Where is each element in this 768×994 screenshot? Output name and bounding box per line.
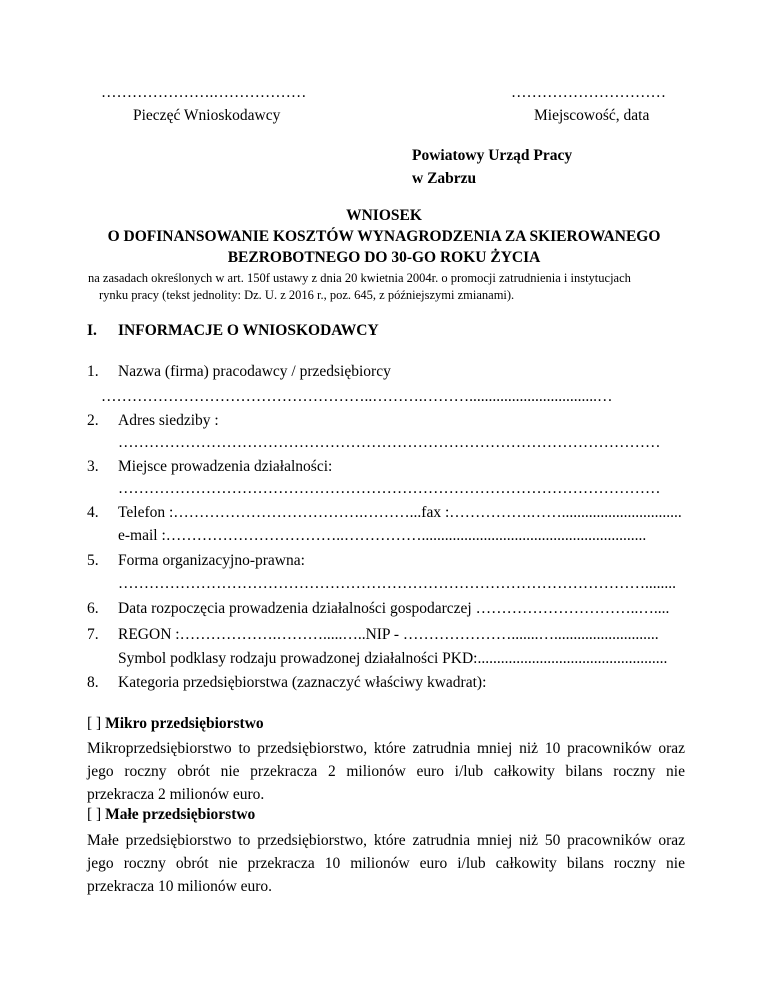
- regon-nip-line[interactable]: REGON :……………….……….....…..NIP - ………………….......…...........................: [118, 626, 659, 643]
- legal-basis-line-2: rynku pracy (tekst jednolity: Dz. U. z 2016 r., poz. 645, z późniejszymi zmianami).: [99, 288, 515, 302]
- micro-enterprise-heading[interactable]: [87, 715, 264, 733]
- micro-enterprise-description: Mikroprzedsiębiorstwo to przedsiębiorstwo, które zatrudnia mniej niż 10 pracowników oraz jego roczny obrót nie przekracza 2 milionów euro i/lub całkowity bilans roczny nie przekracza 2 milionów euro.: [87, 740, 685, 803]
- field-1-number: 1.: [87, 363, 99, 380]
- document-subtitle-1: O DOFINANSOWANIE KOSZTÓW WYNAGRODZENIA ZA SKIEROWANEGO: [107, 228, 661, 245]
- field-3-number: 3.: [87, 458, 99, 475]
- small-enterprise-checkbox[interactable]: [ ]: [87, 806, 102, 823]
- email-line[interactable]: e-mail :……………………………..……………..........................................................: [118, 527, 647, 544]
- field-2-input-line[interactable]: ……………………………………………………………………………………………: [118, 434, 661, 451]
- small-enterprise-title: Małe przedsiębiorstwo: [105, 806, 256, 823]
- field-2-number: 2.: [87, 412, 99, 429]
- stamp-label: Pieczęć Wnioskodawcy: [133, 107, 281, 124]
- field-5-input-line[interactable]: …………………………………………………………………………………………........: [118, 575, 676, 592]
- field-7-number: 7.: [87, 626, 99, 643]
- place-date-label: Miejscowość, data: [534, 107, 650, 124]
- field-6-number: 6.: [87, 600, 99, 617]
- field-4-number: 4.: [87, 504, 99, 521]
- field-1-label: Nazwa (firma) pracodawcy / przedsiębiorcy: [118, 363, 391, 380]
- recipient-line-2: w Zabrzu: [412, 170, 477, 187]
- section-number: I.: [87, 322, 97, 339]
- field-5-number: 5.: [87, 552, 99, 569]
- small-enterprise-heading[interactable]: [87, 806, 255, 824]
- field-5-label: Forma organizacyjno-prawna:: [118, 552, 305, 569]
- phone-fax-line[interactable]: Telefon :……………………………….………...fax :…………….……...............................: [118, 504, 682, 521]
- document-title: WNIOSEK: [346, 207, 422, 224]
- field-8-label: Kategoria przedsiębiorstwa (zaznaczyć właściwy kwadrat):: [118, 674, 487, 691]
- legal-basis-line-1: na zasadach określonych w art. 150f ustawy z dnia 20 kwietnia 2004r. o promocji zatrudnienia i instytucjach: [88, 271, 631, 285]
- field-2-label: Adres siedziby :: [118, 412, 219, 429]
- stamp-dots: ………………….………………: [101, 84, 307, 101]
- field-3-label: Miejsce prowadzenia działalności:: [118, 458, 333, 475]
- field-8-number: 8.: [87, 674, 99, 691]
- place-date-dots: …………………………: [511, 84, 666, 101]
- small-enterprise-description: Małe przedsiębiorstwo to przedsiębiorstwo, które zatrudnia mniej niż 50 pracowników oraz jego roczny obrót nie przekracza 10 milionów euro i/lub całkowity bilans roczny nie przekracza 10 milionów euro.: [87, 832, 685, 895]
- business-start-date-line[interactable]: Data rozpoczęcia prowadzenia działalności gospodarczej …………………………..…....: [118, 600, 670, 617]
- field-1-input-line[interactable]: ……………………………………………..……….……….................................…: [101, 388, 613, 405]
- section-title: INFORMACJE O WNIOSKODAWCY: [118, 322, 379, 339]
- document-subtitle-2: BEZROBOTNEGO DO 30-GO ROKU ŻYCIA: [227, 249, 541, 266]
- recipient-line-1: Powiatowy Urząd Pracy: [412, 147, 573, 164]
- micro-enterprise-title: Mikro przedsiębiorstwo: [105, 715, 264, 732]
- pkd-line[interactable]: Symbol podklasy rodzaju prowadzonej działalności PKD:.................................................: [118, 650, 668, 667]
- micro-enterprise-checkbox[interactable]: [ ]: [87, 715, 102, 732]
- field-3-input-line[interactable]: ……………………………………………………………………………………………: [118, 480, 661, 497]
